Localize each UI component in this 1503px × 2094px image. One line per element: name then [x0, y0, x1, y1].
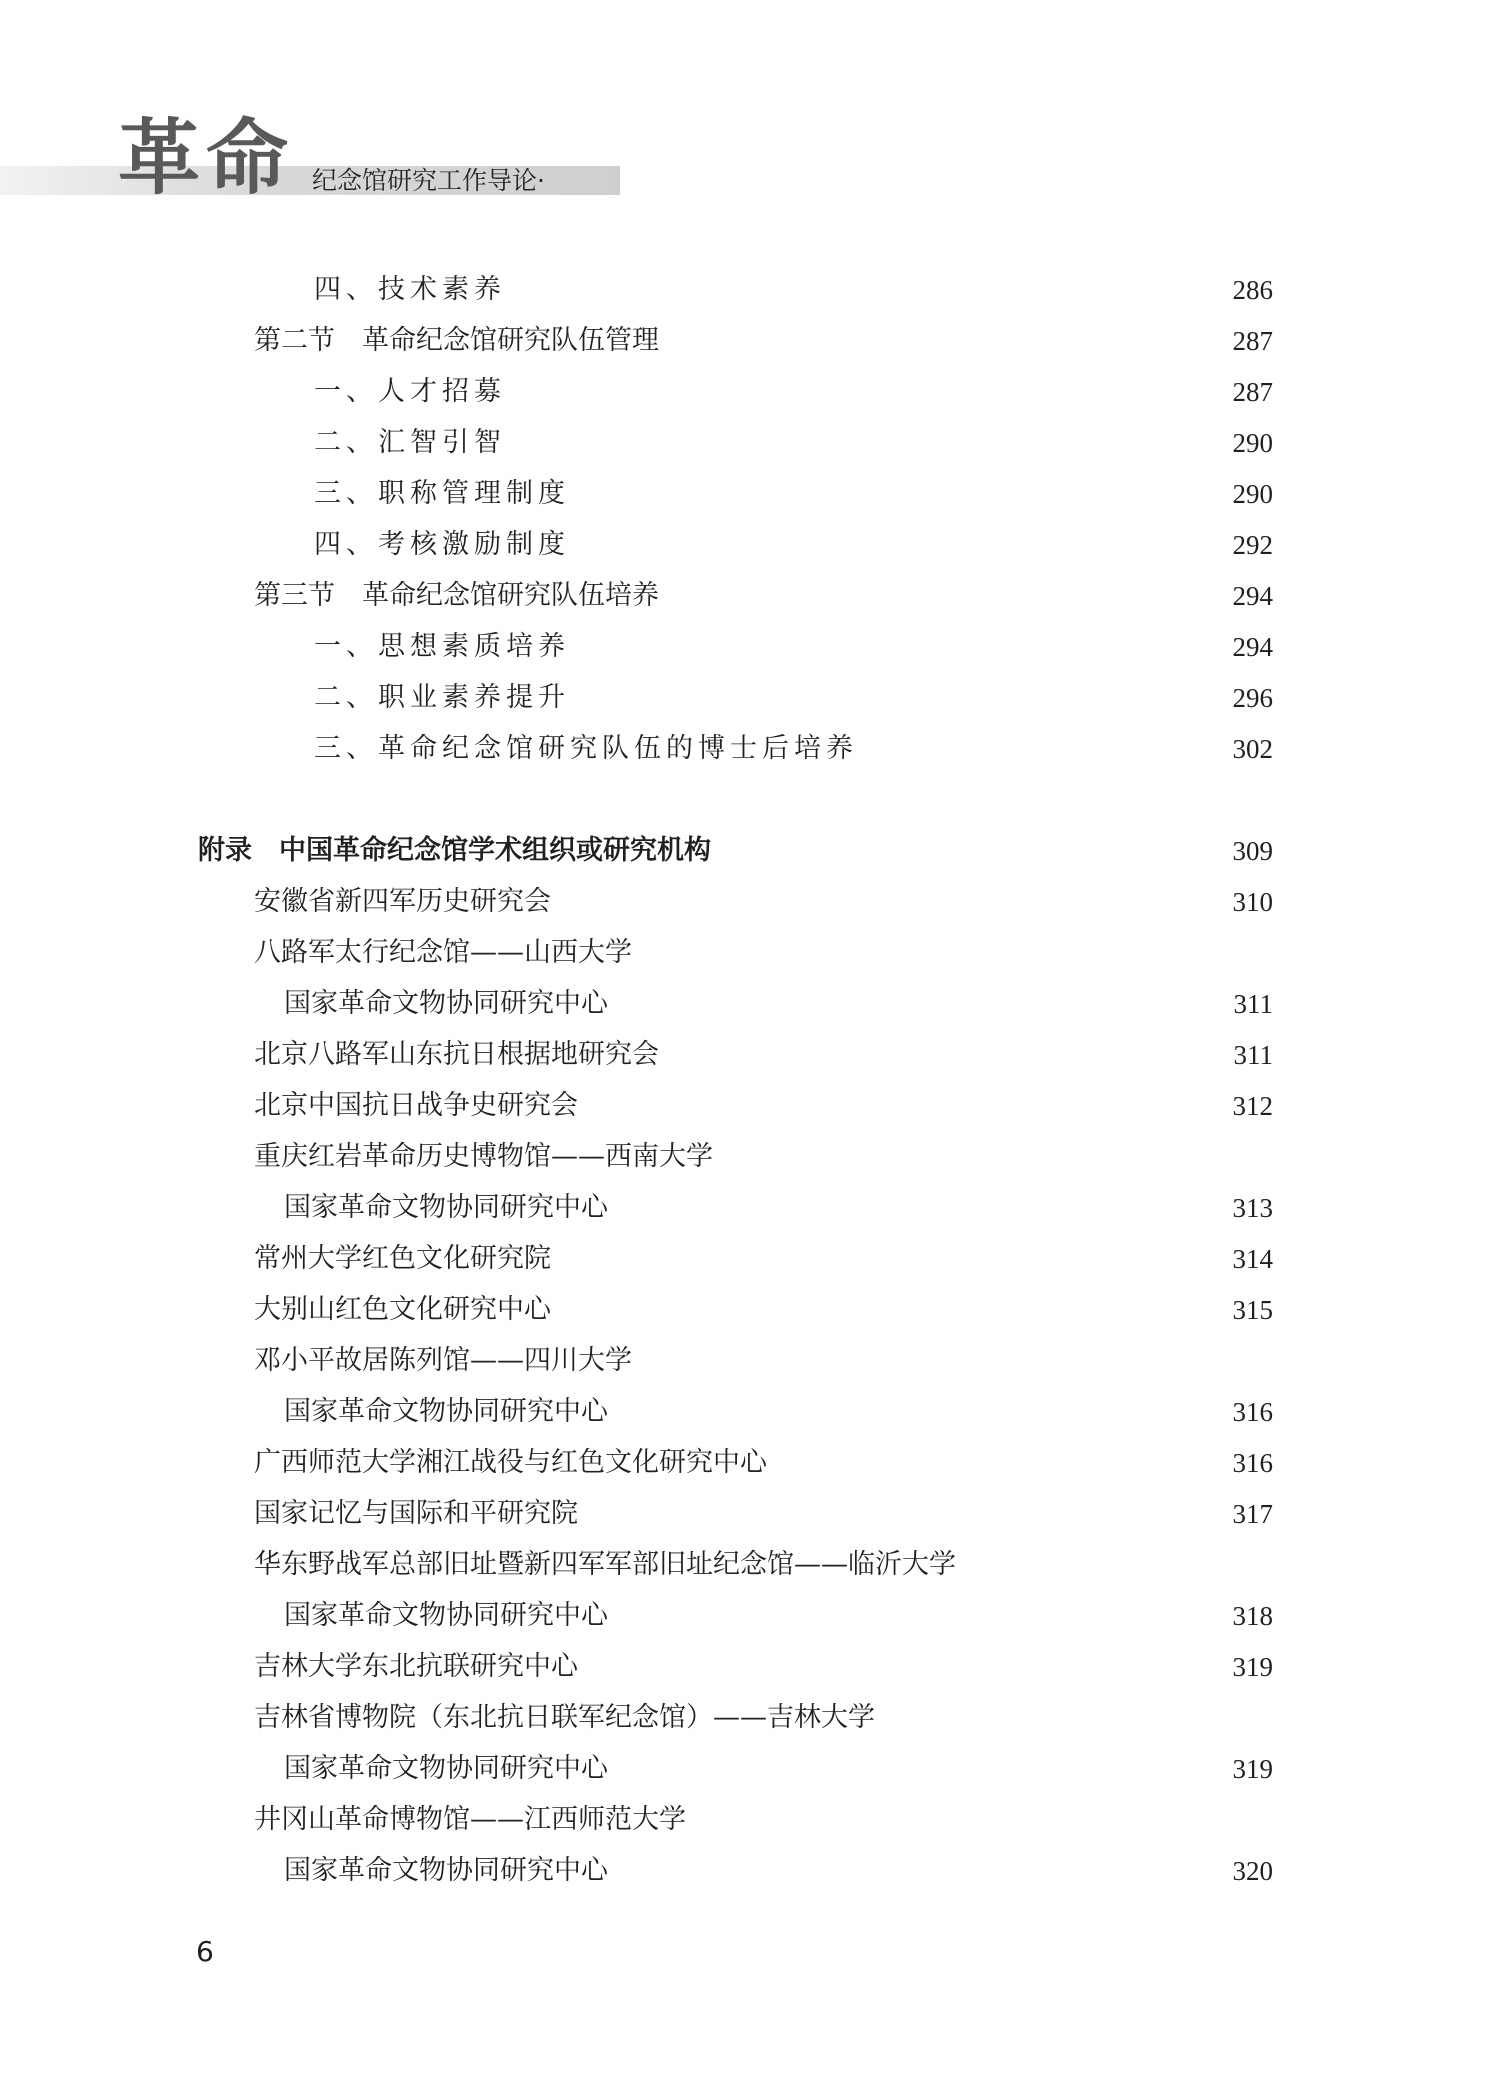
- toc-entry-title: 北京中国抗日战争史研究会: [254, 1090, 578, 1121]
- toc-entry-title: 安徽省新四军历史研究会: [254, 886, 551, 917]
- toc-entry: [0, 270, 1503, 310]
- toc-entry-page: 320: [1232, 1856, 1273, 1886]
- toc-entry-title: 国家革命文物协同研究中心: [284, 1855, 608, 1886]
- toc-entry: [0, 1545, 1503, 1585]
- toc-entry: [0, 1086, 1503, 1126]
- toc-entry-page: 302: [1232, 734, 1273, 764]
- toc-entry-page: 317: [1232, 1499, 1273, 1529]
- toc-entry: [0, 1392, 1503, 1432]
- toc-entry-page: 316: [1232, 1448, 1273, 1478]
- toc-entry-title: 常州大学红色文化研究院: [254, 1243, 551, 1274]
- toc-entry: [0, 1698, 1503, 1738]
- toc-entry-title: 第三节 革命纪念馆研究队伍培养: [254, 580, 659, 611]
- toc-entry-title: 四、技术素养: [314, 274, 506, 305]
- toc-entry-page: 319: [1232, 1754, 1273, 1784]
- toc-entry-page: 287: [1232, 326, 1273, 356]
- toc-entry-page: 294: [1232, 581, 1273, 611]
- toc-entry-title: 国家革命文物协同研究中心: [284, 1396, 608, 1427]
- toc-entry-page: 319: [1232, 1652, 1273, 1682]
- toc-entry-title: 华东野战军总部旧址暨新四军军部旧址纪念馆——临沂大学: [254, 1549, 956, 1580]
- header-title-large: 革命: [118, 111, 295, 206]
- toc-entry: [0, 1290, 1503, 1330]
- toc-entry: [0, 474, 1503, 514]
- toc-entry: [0, 882, 1503, 922]
- toc-entry: [0, 984, 1503, 1024]
- toc-entry-page: 311: [1233, 989, 1273, 1019]
- toc-entry: [0, 1851, 1503, 1891]
- toc-entry-title: 国家革命文物协同研究中心: [284, 1753, 608, 1784]
- toc-entry-title: 北京八路军山东抗日根据地研究会: [254, 1039, 659, 1070]
- toc-entry-title: 吉林大学东北抗联研究中心: [254, 1651, 578, 1682]
- toc-entry-title: 邓小平故居陈列馆——四川大学: [254, 1345, 632, 1376]
- toc-entry-page: 313: [1232, 1193, 1273, 1223]
- toc-entry: [0, 1443, 1503, 1483]
- toc-entry-title: 重庆红岩革命历史博物馆——西南大学: [254, 1141, 713, 1172]
- toc-entry-page: 296: [1232, 683, 1273, 713]
- toc-entry-page: 318: [1232, 1601, 1273, 1631]
- toc-entry: [0, 1647, 1503, 1687]
- toc-entry-title: 三、职称管理制度: [314, 478, 570, 509]
- toc-entry-page: 290: [1232, 479, 1273, 509]
- toc-entry: [0, 933, 1503, 973]
- toc-entry: [0, 1494, 1503, 1534]
- toc-entry-page: 310: [1232, 887, 1273, 917]
- toc-entry-title: 三、革命纪念馆研究队伍的博士后培养: [314, 733, 858, 764]
- toc-entry: [0, 1188, 1503, 1228]
- toc-entry: [0, 1749, 1503, 1789]
- toc-entry-title: 八路军太行纪念馆——山西大学: [254, 937, 632, 968]
- toc-entry-title: 井冈山革命博物馆——江西师范大学: [254, 1804, 686, 1835]
- toc-entry-page: 311: [1233, 1040, 1273, 1070]
- toc-entry-title: 国家革命文物协同研究中心: [284, 1192, 608, 1223]
- toc-entry: [0, 729, 1503, 769]
- toc-entry-page: 294: [1232, 632, 1273, 662]
- toc-entry-page: 287: [1232, 377, 1273, 407]
- toc-entry: [0, 1341, 1503, 1381]
- toc-entry-title: 国家革命文物协同研究中心: [284, 988, 608, 1019]
- toc-entry-title: 二、汇智引智: [314, 427, 506, 458]
- toc-entry-title: 吉林省博物院（东北抗日联军纪念馆）——吉林大学: [254, 1702, 875, 1733]
- toc-entry: [0, 321, 1503, 361]
- toc-entry-title: 广西师范大学湘江战役与红色文化研究中心: [254, 1447, 767, 1478]
- toc-entry: [0, 372, 1503, 412]
- toc-entry-page: 315: [1232, 1295, 1273, 1325]
- toc-entry-page: 286: [1232, 275, 1273, 305]
- toc-entry-page: 292: [1232, 530, 1273, 560]
- toc-entry: [0, 678, 1503, 718]
- toc-entry-page: 314: [1232, 1244, 1273, 1274]
- toc-entry-title: 国家记忆与国际和平研究院: [254, 1498, 578, 1529]
- toc-entry-title: 大别山红色文化研究中心: [254, 1294, 551, 1325]
- header-title-small: 纪念馆研究工作导论·: [312, 166, 545, 195]
- toc-entry: [0, 576, 1503, 616]
- toc-entry-page: 290: [1232, 428, 1273, 458]
- toc-entry: [0, 627, 1503, 667]
- toc-entry: [0, 1137, 1503, 1177]
- page-number: 6: [196, 1935, 214, 1968]
- toc-entry: [0, 831, 1503, 871]
- toc-entry-title: 四、考核激励制度: [314, 529, 570, 560]
- toc-entry-title: 第二节 革命纪念馆研究队伍管理: [254, 325, 659, 356]
- toc-entry-page: 312: [1232, 1091, 1273, 1121]
- toc-entry: [0, 1035, 1503, 1075]
- toc-entry-title: 国家革命文物协同研究中心: [284, 1600, 608, 1631]
- toc-entry-page: 316: [1232, 1397, 1273, 1427]
- toc-entry: [0, 423, 1503, 463]
- toc-entry-title: 附录 中国革命纪念馆学术组织或研究机构: [198, 835, 711, 866]
- toc-entry: [0, 525, 1503, 565]
- toc-entry-title: 二、职业素养提升: [314, 682, 570, 713]
- toc-entry-page: 309: [1232, 836, 1273, 866]
- toc-entry-title: 一、思想素质培养: [314, 631, 570, 662]
- toc-entry: [0, 1239, 1503, 1279]
- toc-entry: [0, 1800, 1503, 1840]
- toc-entry: [0, 1596, 1503, 1636]
- toc-entry-title: 一、人才招募: [314, 376, 506, 407]
